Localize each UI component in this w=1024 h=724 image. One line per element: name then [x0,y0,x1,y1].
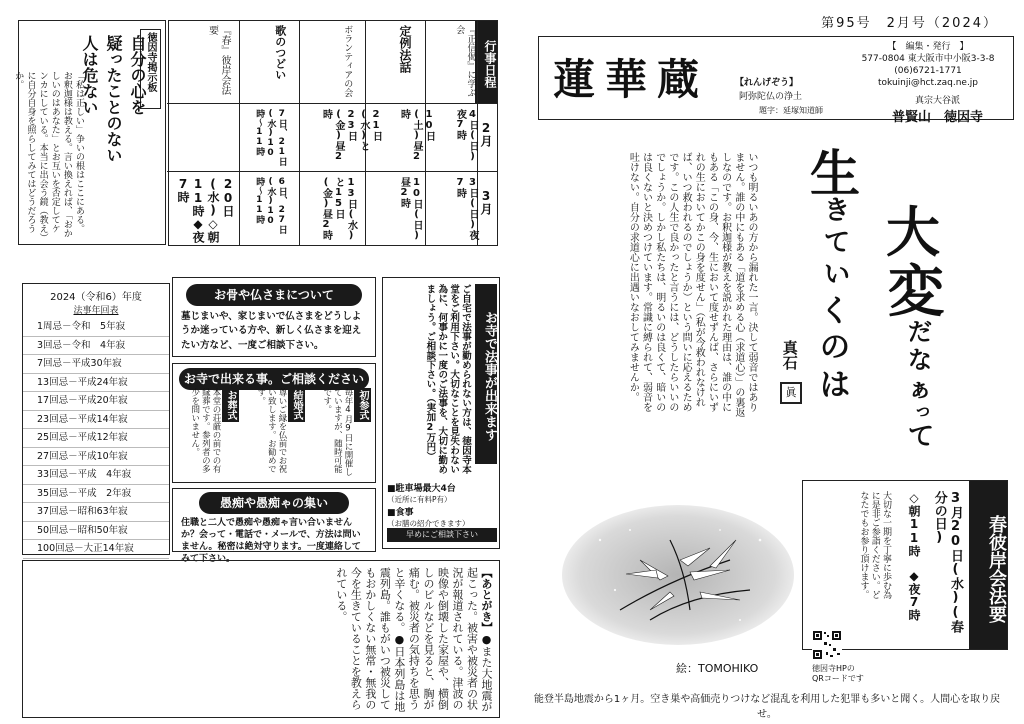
higan-times: ◇朝11時 ◆夜7時 [907,491,921,621]
memorial-row: 50回忌－昭和50年寂 [23,522,169,541]
callig-char: い [823,260,850,290]
service-tag: 初参式 [354,388,371,422]
memorial-row: 17回忌－平成20年寂 [23,392,169,411]
footer-note: 能登半島地震から1ヶ月。空き巣や高価売りつけなど混乱を利用した犯罪も多いと聞く。人間心を取り戻せ。 [533,694,1001,720]
higan-title: 春彼岸会法要 [969,481,1007,649]
memorial-row: 3回忌－令和 4年寂 [23,337,169,356]
callig-char: く [820,294,850,329]
callig-char: 変 [888,259,944,325]
grumble-section [172,488,376,565]
newsletter-logo: 蓮華蔵 [553,55,710,104]
painter-credit: 絵：TOMOHIKO [676,662,759,675]
hold-note: ■食事 [387,508,414,518]
headline-line-3: 人は危ない [80,35,99,115]
sched-feb-1: 10日(土)昼2時 [398,109,435,162]
memorial-title: 2024（令和6）年度 [50,292,142,303]
memorial-row: 13回忌－平成24年寂 [23,374,169,393]
service-wedding [243,388,305,480]
sched-feb-0: 4日(日)夜7時 [454,109,478,162]
bones-section [172,277,376,357]
headline-line-2: 疑ったことのない [104,35,123,163]
memorial-row: 37回忌－昭和63年寂 [23,503,169,522]
temple-title: 普賢山 徳因寺 [891,110,983,125]
sched-name-1: 定例法話 [398,25,412,73]
publisher-info [853,41,1003,90]
callig-char: き [823,196,850,226]
memorial-row: 27回忌－平成10年寂 [23,448,169,467]
hold-note: （お膳の紹介できます） [387,519,470,528]
bones-body: 墓じまいや、家じまいで仏さまをどうしようか迷っている方や、新しく仏さまを迎えたい方など、一度ご相談下さい。 [181,311,362,351]
callig-char: な [908,345,932,374]
memorial-year-table [22,283,170,555]
email-link[interactable]: tokuinji@hct.zaq.ne.jp [877,78,979,89]
sched-name-2: ボランティアの会 [342,25,353,97]
qr-code-icon[interactable] [812,630,842,660]
sched-name-3: 歌のつどい [273,25,287,80]
service-text: 本堂の荘厳の前での有縁葬です。参列者の多少を問いません。 [189,388,221,473]
ink-painting [560,500,796,650]
service-text: 毎年4月9日に開催していますが、随時可能です。 [321,388,353,476]
services-title: お寺で出来る事。ご相談ください [179,368,369,390]
masthead [538,36,1014,125]
sched-name-0: 『正信偈』に学ぶ会 [454,25,476,97]
callig-char: て [823,228,850,258]
memorial-row: 7回忌－平成30年寂 [23,355,169,374]
sched-name-4: 『春』彼岸会法要 [206,25,230,95]
bulletin-body: 「私は正しい」争いの根はここにある。お釈迦様は教える。言い換えれば、「おかしいのはあなた」とお互いを否定してケンカにしている。本当に出会う鏡（教え）に自分自身を照らしてみてはどうだろうか。 [13,71,84,238]
service-text: 尊いご縁を仏前でお祝い致します。お勧めです。 [255,388,287,473]
phone: (06)6721-1771 [894,66,962,77]
sched-mar-1: 10日(日)昼2時 [398,177,422,241]
memorial-row: 33回忌－平成 4年寂 [23,466,169,485]
bones-title: お骨や仏さまについて [186,284,362,306]
sect-name: 真宗大谷派 [914,96,960,106]
spring-higan-notice [802,480,1008,650]
higan-date: 3月20日(水)(春分の日) [931,491,963,633]
right-page [512,0,1024,724]
schedule-table [168,20,498,246]
bulletin-header: 徳因寺掲示板 [140,29,161,109]
main-article: いつも明るいあの方から漏れた一言。決して弱音ではありません。誰の中にもある「道を求める心（求道心）」の裏返しなのです。お釈迦様が教えを説かれた理由は、誰の中にもある「この身、今、生において度せずんば、さらにいずれの生においてかこの身を度せん」（私が今救われなければ、いつ救われるのでしょうか）という問いに応えるためです。この人生で良かったと言うには、どうしたらいいのでしょうか。しかし私たちは、明るいのは良くて、暗いのは良くないと決めつけています。常識に縛られて、弱音を吐けない。自分の求道心に出遇いなおしてみませんか。 [627,152,757,417]
hold-note: ■駐車場最大4台 [387,484,456,494]
edit-label: 【 編集・発行 】 [887,42,969,52]
service-tag: 結婚式 [288,388,305,422]
services-section [172,363,376,483]
sched-mar-3: 6日、27日(水)10時〜11時 [254,177,287,234]
issue-number: 第95号 2月号（2024） [821,16,998,31]
address: 577-0804 東大阪市中小阪3-3-8 [861,54,995,65]
hold-body: ご自宅で法事が勤められない方は、徳因寺本堂をご利用下さい。大切なことを見失わない為に、何事かに一度のご法事を、大切に勤めましょう。ご相談下さい。（実加2万円） [424,284,471,474]
sched-mar-0: 3日(日)夜7時 [454,177,478,240]
sched-feb-2: 21日(水)と23日(金)昼2時 [320,109,382,162]
logo-caption: 題字：延塚知道師 [759,106,823,115]
callig-char: て [907,422,934,452]
callig-char: は [820,368,850,403]
callig-char: っ [914,400,932,421]
afterword-text: ●また大地震が起こった。被害や被災者の状況が報道されている。津波の映像や倒壊した家屋や、横倒しのビルなどを見ると、胸が痛む。被災者の気持ちを思うと辛くなる。●日本列島は地震列島。誰もがいつ被災してもおかしくない無常・無我の今を生きていることを教えられている。 [334,567,493,712]
bulletin-essay [13,20,166,245]
qr-caption [812,664,864,685]
logo-subtitle: 阿弥陀仏の浄土 [739,92,803,102]
mist-wash [562,505,794,645]
sched-mar-4: 20日(水)◇朝11時◆夜7時 [176,177,235,243]
month-mar: 3月 [479,189,493,215]
callig-char: ぁ [908,373,932,402]
callig-char: 生 [810,144,860,203]
schedule-label: 行事日程 [475,21,497,103]
headline-line-1: 自分の心を [128,35,147,115]
service-first-visit [307,388,371,480]
higan-note: 大切な一期を丁寧に歩む為に是非ご参詣ください。どなたでもお参り頂けます。 [858,491,891,599]
service-tag: お葬式 [222,388,239,422]
memorial-row: 23回忌－平成14年寂 [23,411,169,430]
callig-char: だ [908,317,932,346]
logo-reading: 【れんげぞう】 [735,78,799,88]
month-feb: 2月 [479,121,493,147]
memorial-subtitle: 法事年回表 [73,306,119,316]
afterword-label: 【あとがき】 [480,567,493,633]
consult-banner: 早めにご相談下さい [387,528,497,542]
hold-memorial-section [382,277,500,549]
memorial-row: 100回忌－大正14年寂 [23,540,169,559]
grumble-title: 愚痴や愚痴ゃの集い [199,492,349,514]
afterword-body [23,567,493,715]
red-seal: 眞 [780,382,802,404]
hold-note: （近所に有料P有） [387,495,452,504]
hold-notes [387,481,497,529]
memorial-rows [23,318,169,559]
memorial-row: 1周忌－令和 5年寂 [23,318,169,337]
sched-mar-2: 13日(水)と15日(金)昼2時 [320,177,357,241]
memorial-row: 25回忌－平成12年寂 [23,429,169,448]
hold-title: お寺で法事が出来ます [475,284,497,464]
temple-name [892,93,983,125]
service-funeral [175,388,239,480]
calligrapher-signature: 真石 [780,340,799,370]
afterword-section [22,560,500,718]
callig-char: 大 [886,200,940,264]
sched-feb-3: 7日、21日(水)10時〜11時 [254,109,287,166]
qr-caption-line: 徳因寺HPの [812,664,855,673]
callig-char: の [820,330,850,365]
qr-caption-line: QRコードです [812,674,864,684]
bulletin-headline [80,29,167,239]
grumble-body: 住職と二人で愚痴や愚痴ゃ言い合いませんか？会って・電話で・メールで、方法は問いません。秘密は絶対守ります。一度連絡してみて下さい。 [181,518,361,565]
memorial-row: 35回忌－平成 2年寂 [23,485,169,504]
